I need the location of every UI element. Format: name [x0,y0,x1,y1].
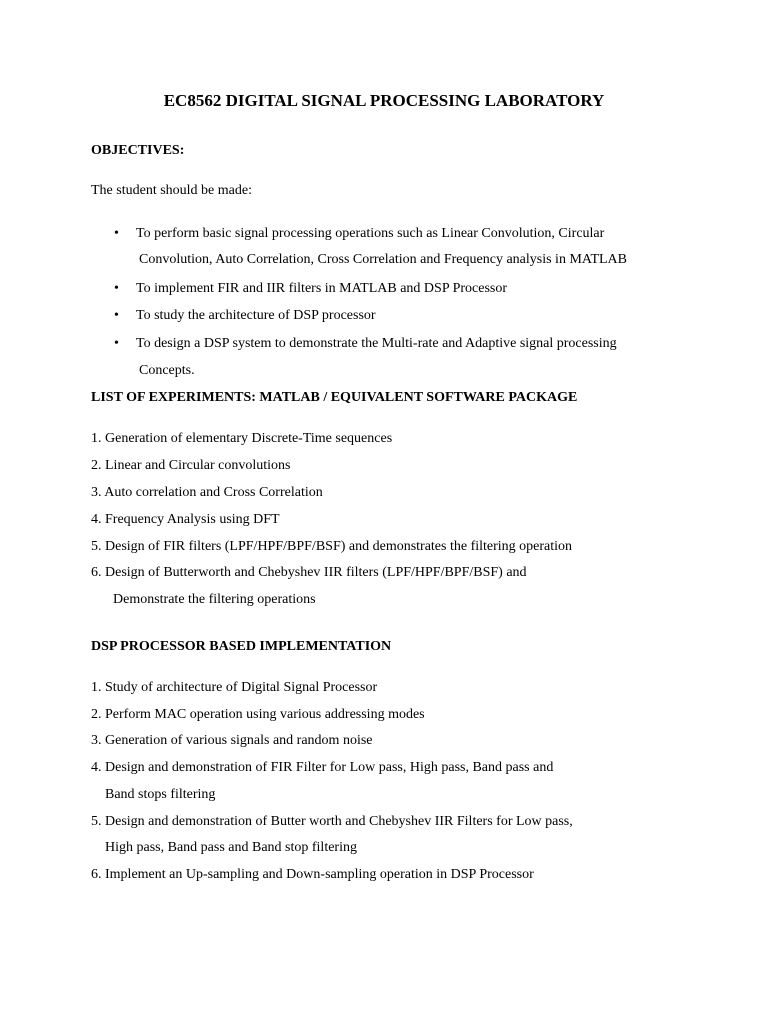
bullet-icon: • [114,281,119,296]
list-item: 4. Frequency Analysis using DFT [91,512,280,527]
objectives-heading: OBJECTIVES: [91,143,185,158]
bullet-icon: • [114,226,119,241]
list-item-text: 6. Design of Butterworth and Chebyshev IIR filters (LPF/HPF/BPF/BSF) and [91,565,527,580]
matlab-experiments-heading: LIST OF EXPERIMENTS: MATLAB / EQUIVALENT SOFTWARE PACKAGE [91,390,578,405]
list-item: 3. Auto correlation and Cross Correlation [91,485,323,500]
objectives-intro: The student should be made: [91,183,252,198]
list-item: 2. Perform MAC operation using various addressing modes [91,707,425,722]
bullet-icon: • [114,336,119,351]
list-item: 5. Design of FIR filters (LPF/HPF/BPF/BSF) and demonstrates the filtering operation [91,539,573,554]
list-item: 6. Implement an Up-sampling and Down-sampling operation in DSP Processor [91,867,534,882]
list-item-text: 5. Design and demonstration of Butter worth and Chebyshev IIR Filters for Low pass, [91,814,573,829]
objective-text: To perform basic signal processing operations such as Linear Convolution, Circular [136,226,605,241]
list-item: 1. Study of architecture of Digital Signal Processor [91,680,378,695]
list-item-text-continued: Demonstrate the filtering operations [113,592,316,607]
bullet-icon: • [114,308,119,323]
list-item-text-continued: High pass, Band pass and Band stop filtering [105,840,357,855]
list-item: 1. Generation of elementary Discrete-Time sequences [91,431,393,446]
objective-text: To design a DSP system to demonstrate the Multi-rate and Adaptive signal processing [136,336,617,351]
objective-text: To study the architecture of DSP processor [136,308,376,323]
objective-text-continued: Concepts. [139,363,195,378]
list-item: 3. Generation of various signals and random noise [91,733,373,748]
page-title: EC8562 DIGITAL SIGNAL PROCESSING LABORATORY [163,91,605,110]
objective-text-continued: Convolution, Auto Correlation, Cross Correlation and Frequency analysis in MATLAB [139,252,628,267]
list-item-text-continued: Band stops filtering [105,787,216,802]
objective-text: To implement FIR and IIR filters in MATLAB and DSP Processor [136,281,508,296]
dsp-implementation-heading: DSP PROCESSOR BASED IMPLEMENTATION [91,639,392,654]
list-item-text: 4. Design and demonstration of FIR Filter for Low pass, High pass, Band pass and [91,760,554,775]
list-item: 2. Linear and Circular convolutions [91,458,291,473]
